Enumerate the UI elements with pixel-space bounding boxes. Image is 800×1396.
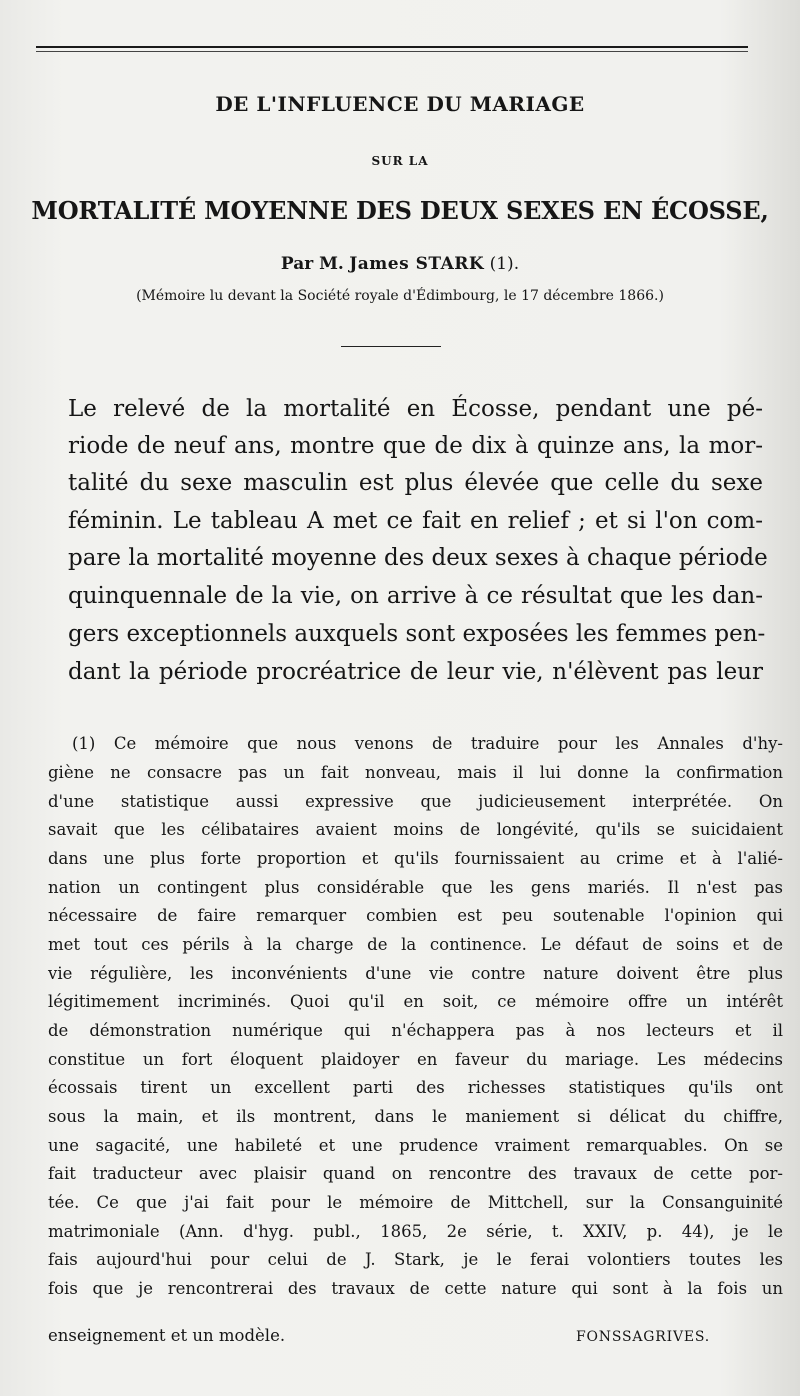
body-line: gers exceptionnels auxquels sont exposées les femmes pen- — [68, 621, 766, 647]
footnote-line: légitimement incriminés. Quoi qu'il en soit, ce mémoire offre un intérêt — [48, 992, 783, 1011]
title-line-2: SUR LA — [371, 154, 429, 168]
subtitle: (Mémoire lu devant la Société royale d'Édimbourg, le 17 décembre 1866.) — [136, 288, 664, 304]
footnote-line: écossais tirent un excellent parti des richesses statistiques qu'ils ont — [48, 1078, 783, 1097]
body-line: pare la mortalité moyenne des deux sexes à chaque période — [68, 545, 768, 571]
footnote-line: constitue un fort éloquent plaidoyer en faveur du mariage. Les médecins — [48, 1050, 783, 1069]
footnote-line: nécessaire de faire remarquer combien est peu soutenable l'opinion qui — [48, 906, 783, 925]
author-prefix: Par M. — [280, 254, 344, 274]
author-note-ref: (1). — [484, 254, 520, 274]
footnote-line: nation un contingent plus considérable que les gens mariés. Il n'est pas — [48, 878, 783, 897]
body-line: dant la période procréatrice de leur vie, n'élèvent pas leur — [68, 659, 763, 685]
top-rule — [36, 46, 748, 48]
footnote-line: d'une statistique aussi expressive que judicieusement interprétée. On — [48, 792, 783, 811]
footnote-line: fais aujourd'hui pour celui de J. Stark, je le ferai volontiers toutes les — [48, 1250, 783, 1269]
footnote-line: fois que je rencontrerai des travaux de cette nature qui sont à la fois un — [48, 1279, 783, 1298]
author-line — [0, 254, 800, 274]
footnote-line-last: enseignement et un modèle. — [48, 1326, 286, 1345]
body-line: talité du sexe masculin est plus élevée que celle du sexe — [68, 470, 763, 496]
section-divider — [341, 346, 441, 347]
title-line-3: MORTALITÉ MOYENNE DES DEUX SEXES EN ÉCOSSE, — [31, 196, 769, 225]
footnote-line: fait traducteur avec plaisir quand on rencontre des travaux de cette por- — [48, 1164, 783, 1183]
footnote-line: met tout ces périls à la charge de la continence. Le défaut de soins et de — [48, 935, 783, 954]
footnote-line: dans une plus forte proportion et qu'ils fournissaient au crime et à l'alié- — [48, 849, 783, 868]
author-name: James STARK — [349, 254, 485, 274]
body-line: riode de neuf ans, montre que de dix à quinze ans, la mor- — [68, 433, 763, 459]
footnote-line: sous la main, et ils montrent, dans le maniement si délicat du chiffre, — [48, 1107, 783, 1126]
title-line-1: DE L'INFLUENCE DU MARIAGE — [215, 92, 585, 116]
footnote-line: de démonstration numérique qui n'échappera pas à nos lecteurs et il — [48, 1021, 783, 1040]
body-line: féminin. Le tableau A met ce fait en relief ; et si l'on com- — [68, 508, 763, 534]
footnote-line: giène ne consacre pas un fait nonveau, mais il lui donne la confirmation — [48, 763, 783, 782]
body-line: quinquennale de la vie, on arrive à ce résultat que les dan- — [68, 583, 763, 609]
footnote-line: tée. Ce que j'ai fait pour le mémoire de Mittchell, sur la Consanguinité — [48, 1193, 783, 1212]
body-line: Le relevé de la mortalité en Écosse, pendant une pé- — [68, 396, 763, 422]
footnote-line: matrimoniale (Ann. d'hyg. publ., 1865, 2e série, t. XXIV, p. 44), je le — [48, 1222, 783, 1241]
footnote-line: vie régulière, les inconvénients d'une vie contre nature doivent être plus — [48, 964, 783, 983]
top-rule-thin — [36, 51, 748, 52]
footnote-line: une sagacité, une habileté et une prudence vraiment remarquables. On se — [48, 1136, 783, 1155]
footnote-line: (1) Ce mémoire que nous venons de traduire pour les Annales d'hy- — [72, 734, 783, 753]
footnote-signature: FONSSAGRIVES. — [576, 1329, 711, 1345]
footnote-line: savait que les célibataires avaient moins de longévité, qu'ils se suicidaient — [48, 820, 783, 839]
